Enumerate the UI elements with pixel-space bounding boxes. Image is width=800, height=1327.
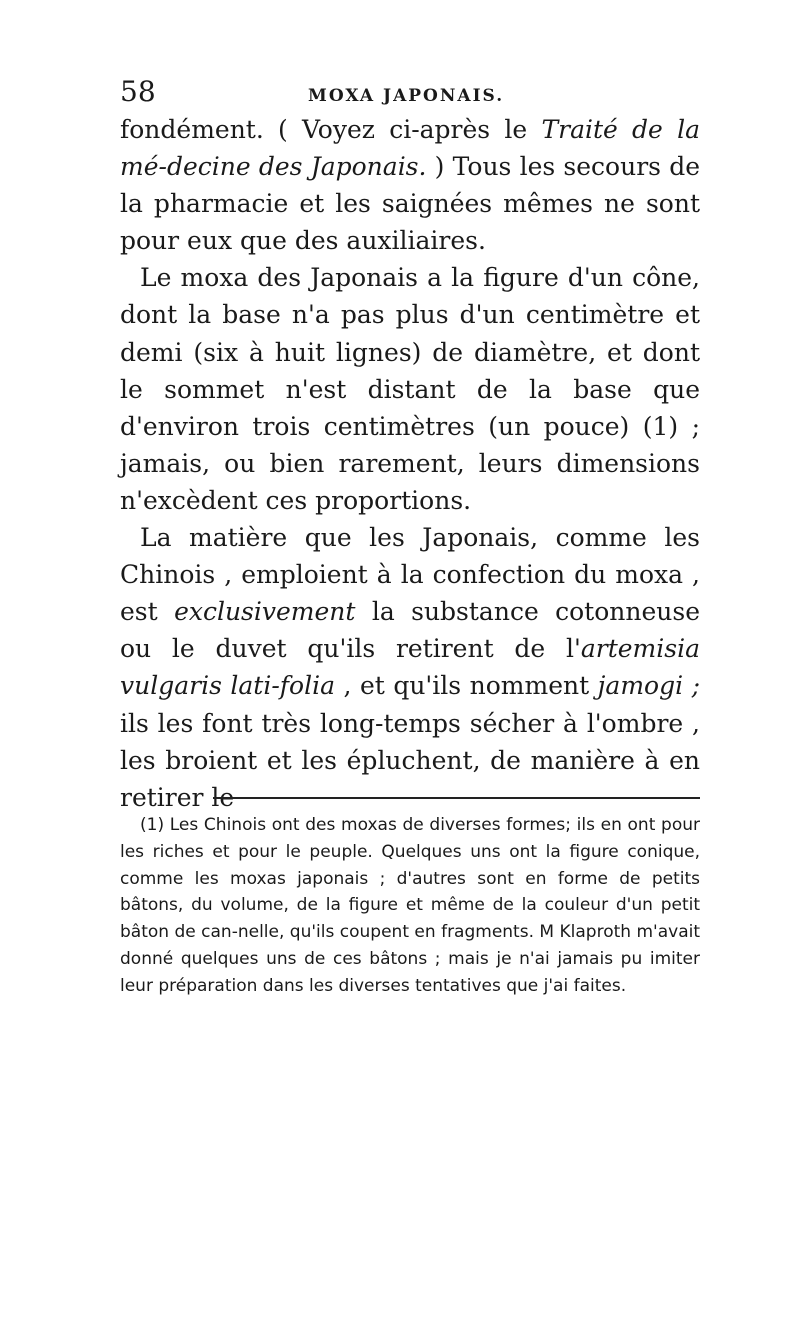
text-run: la substance cotonneuse ou le duvet qu'ils retirent de l': [120, 597, 700, 664]
footnote-text: (1) Les Chinois ont des moxas de diverses formes; ils en ont pour les riches et pour le peuple. Quelques uns ont la figure conique, comme les moxas japonais ; d'autres sont en forme de petits bâtons, du volume, de la figure et même de la couleur d'un petit bâton de can-nelle, qu'ils coupent en fragments. M Klaproth m'avait donné quelques uns de ces bâtons ; mais je n'ai jamais pu imiter leur préparation dans les diverses tentatives que j'ai faites.: [120, 815, 700, 996]
text-run: , et qu'ils nomment: [335, 671, 598, 701]
paragraph-3: [120, 519, 700, 816]
text-run: La matière que les Japonais, comme les Chinois , emploient à la confection du moxa , est: [120, 523, 700, 627]
page-header: [120, 72, 700, 112]
italic-run: artemisia vulgaris lati-folia: [120, 634, 700, 701]
italic-run: Traité de la mé-decine des Japonais.: [120, 115, 701, 182]
text-run: fondément. ( Voyez ci-après le: [120, 115, 542, 144]
running-head: MOXA JAPONAIS.: [308, 86, 505, 106]
text-run: ils les font très long-temps sécher à l'ombre , les broient et les épluchent, de manière à en retirer le: [120, 708, 700, 812]
footnote: [120, 812, 700, 1000]
main-text: [120, 111, 700, 816]
italic-run: exclusivement: [174, 597, 356, 627]
paragraph-1: [120, 111, 700, 259]
page-number: 58: [120, 75, 156, 108]
footnote-rule: [213, 797, 700, 799]
paragraph-2: Le moxa des Japonais a la figure d'un cône, dont la base n'a pas plus d'un centimètre et demi (six à huit lignes) de diamètre, et dont le sommet n'est distant de la base que d'environ trois centimètres (un pouce) (1) ; jamais, ou bien rarement, leurs dimensions n'excèdent ces proportions.: [120, 263, 700, 515]
text-run: ) Tous les secours de la pharmacie et les saignées mêmes ne sont pour eux que des auxiliaires.: [120, 152, 700, 256]
italic-run: jamogi ;: [597, 671, 700, 701]
